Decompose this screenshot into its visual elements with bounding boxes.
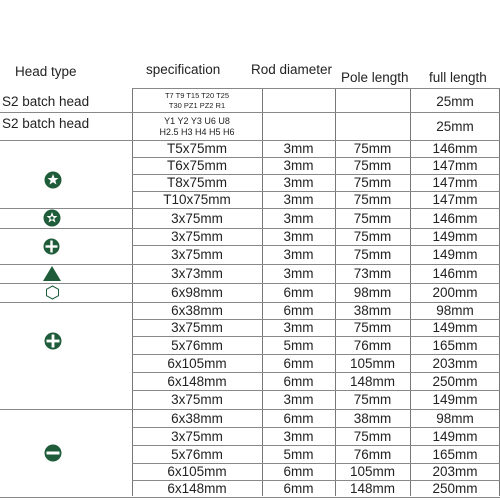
full-length-cell: 149mm [432,247,478,262]
pole-length-cell: 76mm [353,337,392,353]
grid-line [132,88,500,89]
table-row [0,390,500,409]
table-row [0,157,500,174]
rod-diameter-cell: 3mm [283,175,314,190]
rod-diameter-cell: 3mm [283,266,314,281]
spec-line: T7 T9 T15 T20 T25 [164,91,230,100]
rod-diameter-cell: 6mm [283,464,314,479]
pole-length-cell: 75mm [353,158,392,173]
torx-head-icon [44,171,62,189]
phillips-head-icon [43,238,60,255]
full-length-cell: 203mm [432,355,478,371]
table-row [0,140,500,157]
rod-diameter-cell: 3mm [283,229,314,244]
rod-diameter-cell: 3mm [283,210,314,226]
full-length-cell: 149mm [432,320,478,335]
table-row [0,264,500,283]
spec-cell: 3x75mm [171,392,223,407]
table-row [0,354,500,372]
pole-length-cell: 75mm [353,175,392,190]
full-length-cell: 146mm [432,141,478,156]
head-type-cell: S2 batch head [2,93,90,109]
pole-length-cell: 98mm [353,285,392,300]
table-row [0,319,500,336]
pole-length-cell: 76mm [353,446,392,462]
rod-diameter-cell: 3mm [283,141,314,156]
spec-cell: 3x75mm [171,320,223,335]
full-length-cell: 146mm [432,266,478,281]
full-length-cell: 147mm [432,175,478,190]
spec-cell [132,113,262,140]
pole-length-cell: 75mm [353,428,392,444]
pole-length-cell: 75mm [353,210,392,226]
pole-length-cell: 75mm [353,192,392,207]
pole-length-cell: 75mm [353,392,392,407]
spec-cell: 3x75mm [171,229,223,244]
rod-diameter-cell: 3mm [283,247,314,262]
full-length-cell: 25mm [436,119,474,134]
full-length-cell: 250mm [432,481,478,496]
pole-length-cell: 75mm [353,141,392,156]
rod-diameter-cell: 5mm [283,446,314,462]
spec-cell: 3x75mm [171,428,223,444]
rod-diameter-cell: 6mm [283,303,314,318]
rod-diameter-cell: 6mm [283,355,314,371]
spec-cell: 3x73mm [171,266,223,281]
full-length-cell: 149mm [432,428,478,444]
table-row [0,372,500,390]
full-length-cell: 98mm [436,303,474,318]
triangle-head-icon [42,265,62,282]
pole-length-cell: 105mm [349,355,395,371]
grid-line [0,497,500,498]
pole-length-cell: 105mm [349,464,395,479]
table-row [0,336,500,354]
pole-length-cell: 148mm [349,481,395,496]
spec-line: H2.5 H3 H4 H5 H6 [159,126,235,137]
full-length-cell: 250mm [432,373,478,389]
header-full-length: full length [429,70,487,85]
full-length-cell: 25mm [436,93,474,109]
rod-diameter-cell: 3mm [283,428,314,444]
pole-length-cell: 38mm [353,303,392,318]
rod-diameter-cell: 6mm [283,373,314,389]
full-length-cell: 147mm [432,158,478,173]
rod-diameter-cell: 5mm [283,337,314,353]
rod-diameter-cell: 3mm [283,392,314,407]
full-length-cell: 200mm [432,285,478,300]
pole-length-cell: 38mm [353,410,392,426]
slotted-head-icon [44,444,62,462]
rod-diameter-cell: 6mm [283,410,314,426]
full-length-cell: 165mm [432,337,478,353]
full-length-cell: 147mm [432,192,478,207]
table-row [0,113,500,140]
table-row [0,409,500,427]
spec-cell: T10x75mm [163,192,231,207]
spec-cell [132,90,262,112]
table-row [0,174,500,191]
full-length-cell: 149mm [432,229,478,244]
spec-cell: T6x75mm [166,158,227,173]
table-row [0,208,500,228]
head-type-cell: S2 batch head [2,115,90,131]
table-row [0,463,500,480]
table-row [0,191,500,208]
spec-cell: 6x105mm [167,355,227,371]
pole-length-cell: 148mm [349,373,395,389]
header-pole-length: Pole length [341,70,409,85]
table-row [0,445,500,463]
table-row [0,427,500,445]
pole-length-cell: 73mm [353,266,392,281]
table-row [0,245,500,264]
full-length-cell: 165mm [432,446,478,462]
spec-cell: 5x76mm [171,446,223,462]
table-row [0,90,500,112]
spec-cell: T8x75mm [166,175,227,190]
table-row [0,302,500,319]
spec-cell: T5x75mm [166,141,227,156]
spec-cell: 6x105mm [167,464,227,479]
header-specification: specification [146,62,221,77]
rod-diameter-cell: 3mm [283,320,314,335]
spec-cell: 5x76mm [171,337,223,353]
header-head-type: Head type [15,64,77,79]
spec-cell: 6x148mm [167,373,227,389]
spec-line: Y1 Y2 Y3 U6 U8 [164,115,230,126]
pole-length-cell: 75mm [353,229,392,244]
full-length-cell: 203mm [432,464,478,479]
full-length-cell: 98mm [436,410,474,426]
torx-security-head-icon [43,209,61,227]
rod-diameter-cell: 3mm [283,192,314,207]
spec-cell: 6x98mm [171,285,223,300]
full-length-cell: 146mm [432,210,478,226]
pole-length-cell: 75mm [353,320,392,335]
table-row [0,283,500,302]
rod-diameter-cell: 6mm [283,285,314,300]
spec-cell: 6x148mm [167,481,227,496]
spec-cell: 3x75mm [171,247,223,262]
full-length-cell: 149mm [432,392,478,407]
rod-diameter-cell: 3mm [283,158,314,173]
spec-cell: 3x75mm [171,210,223,226]
cross-head-icon [44,332,62,350]
pole-length-cell: 75mm [353,247,392,262]
rod-diameter-cell: 6mm [283,481,314,496]
hex-head-icon [45,285,60,300]
spec-cell: 6x38mm [171,303,223,318]
spec-line: T30 PZ1 PZ2 R1 [168,101,226,110]
table-row [0,480,500,497]
header-rod-diameter: Rod diameter [251,62,333,77]
spec-cell: 6x38mm [171,410,223,426]
table-row [0,228,500,245]
